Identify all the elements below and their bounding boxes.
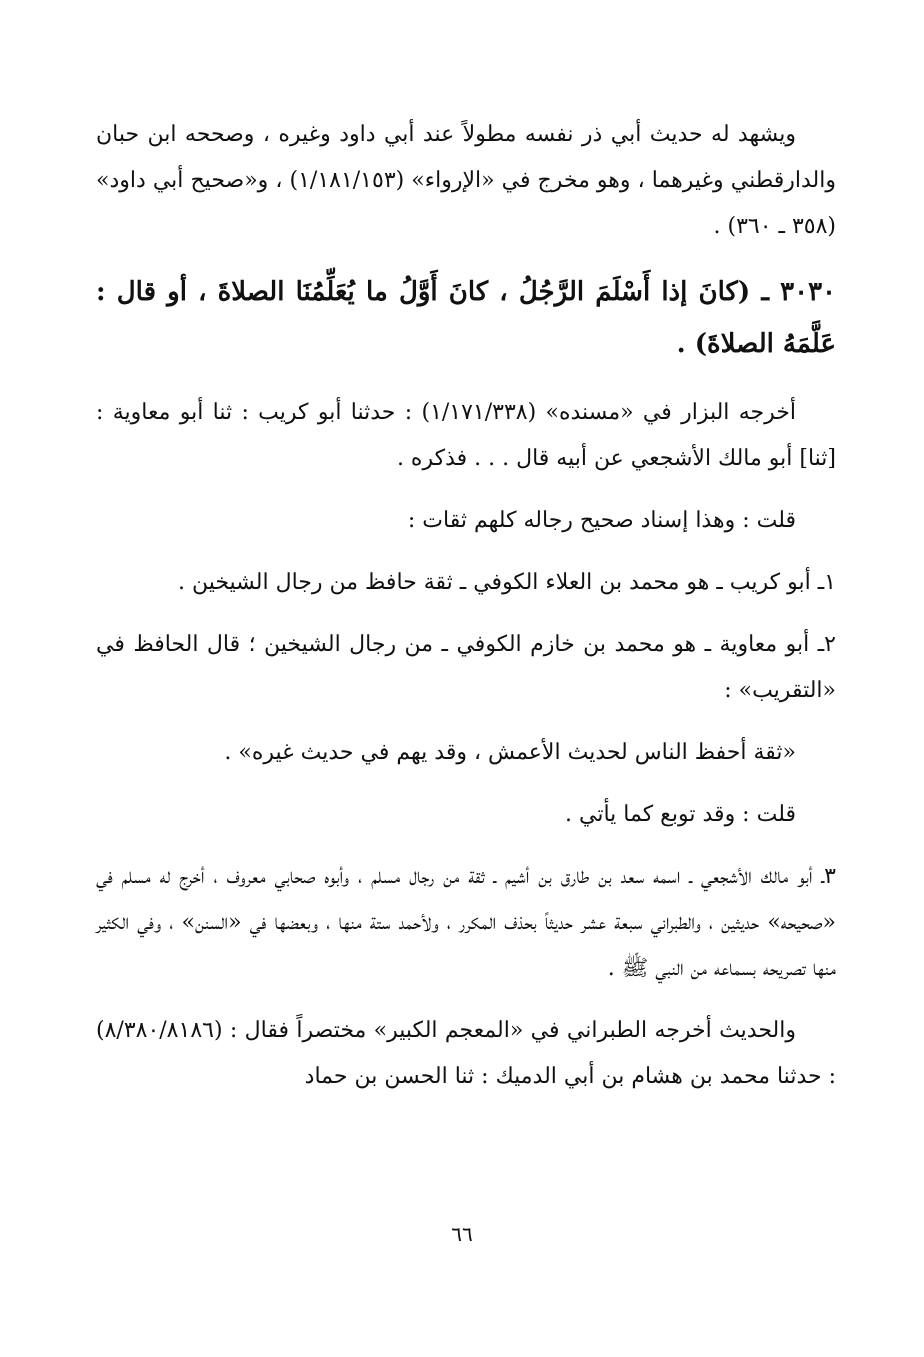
narrator-1-abu-kurayb: ١ـ أبو كريب ـ هو محمد بن العلاء الكوفي ـ ثقة حافظ من رجال الشيخين .: [177, 570, 836, 595]
paragraph-mutaba: قلت : وقد توبع كما يأتي .: [565, 802, 796, 827]
page-body: [96, 112, 836, 1116]
paragraph-bazzar-takhrij: أخرجه البزار في «مسنده» (١/١٧١/٣٣٨) : حدثنا أبو كريب : ثنا أبو معاوية : [ثنا] أبو مالك الأشجعي عن أبيه قال . . . فذكره .: [96, 400, 836, 471]
paragraph-isnad-verdict: قلت : وهذا إسناد صحيح رجاله كلهم ثقات :: [407, 508, 796, 533]
paragraph-supporting-narration: ويشهد له حديث أبي ذر نفسه مطولاً عند أبي داود وغيره ، وصححه ابن حبان والدارقطني وغيرهما ، وهو مخرج في «الإرواء» (١/١٨١/١٥٣) ، و«صحيح أبي داود» (٣٥٨ ـ ٣٦٠) .: [96, 122, 836, 239]
taqrib-quote: «ثقة أحفظ الناس لحديث الأعمش ، وقد يهم في حديث غيره» .: [224, 740, 796, 765]
narrator-2-abu-muawiya: ٢ـ أبو معاوية ـ هو محمد بن خازم الكوفي ـ من رجال الشيخين ؛ قال الحافظ في «التقريب» :: [96, 632, 836, 703]
paragraph-tabarani-takhrij: والحديث أخرجه الطبراني في «المعجم الكبير» مختصراً فقال : (٨/٣٨٠/٨١٨٦) : حدثنا محمد بن هشام بن أبي الدميك : ثنا الحسن بن حماد: [96, 1018, 836, 1089]
page-number: ٦٦: [451, 1222, 473, 1246]
narrator-3-abu-malik: ٣ـ أبو مالك الأشجعي ـ اسمه سعد بن طارق بن أشيم ـ ثقة من رجال مسلم ، وأبوه صحابي معروف ، أخرج له مسلم في «صحيحه» حديثين ، والطبراني سبعة عشر حديثاً بحذف المكرر ، ولأحمد ستة منها ، وبعضها في «السنن» ، وفي الكثير منها تصريحه بسماعه من النبي ﷺ .: [96, 864, 836, 981]
hadith-3030-text: ٣٠٣٠ ـ (كانَ إذا أَسْلَمَ الرَّجُلُ ، كانَ أَوَّلُ ما يُعَلِّمُنَا الصلاةَ ، أو قال : عَلَّمَهُ الصلاةَ) .: [96, 277, 836, 359]
